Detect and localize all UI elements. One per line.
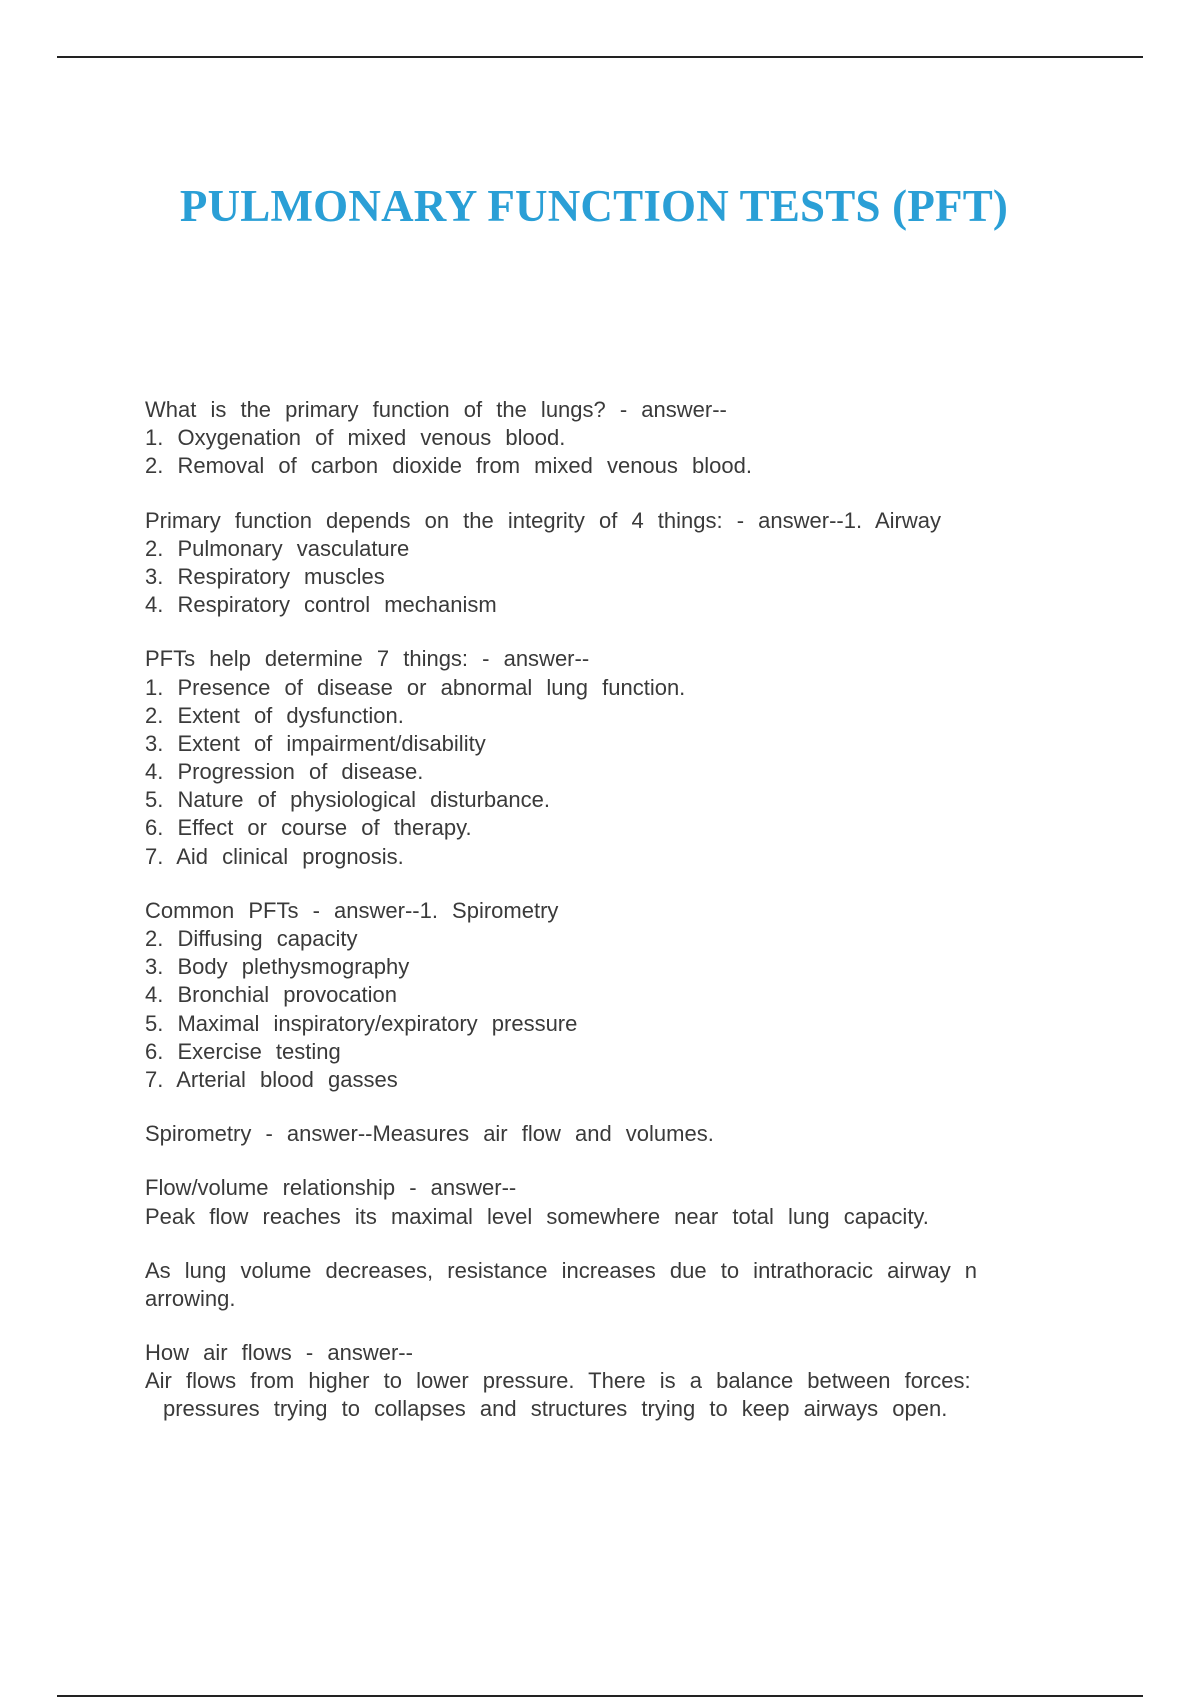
- bottom-rule: [57, 1695, 1143, 1697]
- answer-line: 4. Bronchial provocation: [145, 982, 398, 1008]
- answer-line: 7. Aid clinical prognosis.: [145, 843, 404, 869]
- answer-line: 2. Diffusing capacity: [145, 926, 358, 951]
- question-line: PFTs help determine 7 things: - answer--: [145, 646, 590, 672]
- page-title: PULMONARY FUNCTION TESTS (PFT): [179, 181, 1009, 232]
- answer-line: 4. Respiratory control mechanism: [145, 592, 497, 618]
- answer-line: Air flows from higher to lower pressure. There is a balance between forces:: [145, 1368, 971, 1394]
- question-line: How air flows - answer--: [145, 1340, 413, 1366]
- answer-line: 3. Body plethysmography: [145, 954, 410, 980]
- answer-line: 5. Maximal inspiratory/expiratory pressure: [145, 1010, 578, 1036]
- qa-block-flow-volume: [145, 1174, 1085, 1230]
- question-line: Flow/volume relationship - answer--: [145, 1175, 517, 1201]
- question-line: Primary function depends on the integrity of 4 things: - answer--1. Airway: [145, 507, 942, 533]
- top-rule: [57, 56, 1143, 58]
- answer-line: 6. Exercise testing: [145, 1038, 341, 1064]
- answer-line: 4. Progression of disease.: [145, 759, 424, 785]
- answer-line: 2. Removal of carbon dioxide from mixed venous blood.: [145, 453, 752, 479]
- answer-line: 5. Nature of physiological disturbance.: [145, 787, 550, 813]
- answer-line: 2. Pulmonary vasculature: [145, 535, 410, 561]
- answer-line: 3. Extent of impairment/disability: [145, 730, 486, 756]
- answer-line: 1. Presence of disease or abnormal lung function.: [145, 674, 686, 700]
- qa-block-primary-function: [145, 396, 1085, 481]
- qa-block-pfts-help: [145, 645, 1085, 871]
- answer-line: As lung volume decreases, resistance increases due to intrathoracic airway n: [145, 1257, 978, 1283]
- answer-line: arrowing.: [145, 1285, 236, 1311]
- answer-line: 7. Arterial blood gasses: [145, 1066, 398, 1092]
- qa-block-integrity: [145, 507, 1085, 620]
- answer-line: 6. Effect or course of therapy.: [145, 815, 472, 841]
- qa-block-lung-volume: [145, 1257, 1085, 1313]
- question-line: What is the primary function of the lungs? - answer--: [145, 397, 727, 422]
- document-body: [145, 396, 1085, 1450]
- question-line: Spirometry - answer--Measures air flow and volumes.: [145, 1121, 714, 1147]
- answer-line: 2. Extent of dysfunction.: [145, 702, 404, 728]
- answer-line: 1. Oxygenation of mixed venous blood.: [145, 425, 566, 451]
- qa-block-how-air-flows: [145, 1339, 1085, 1424]
- answer-line: pressures trying to collapses and structures trying to keep airways open.: [163, 1396, 948, 1422]
- answer-line: 3. Respiratory muscles: [145, 563, 385, 589]
- qa-block-common-pfts: [145, 897, 1085, 1094]
- question-line: Common PFTs - answer--1. Spirometry: [145, 897, 559, 923]
- answer-line: Peak flow reaches its maximal level somewhere near total lung capacity.: [145, 1203, 929, 1229]
- qa-block-spirometry: [145, 1120, 1085, 1148]
